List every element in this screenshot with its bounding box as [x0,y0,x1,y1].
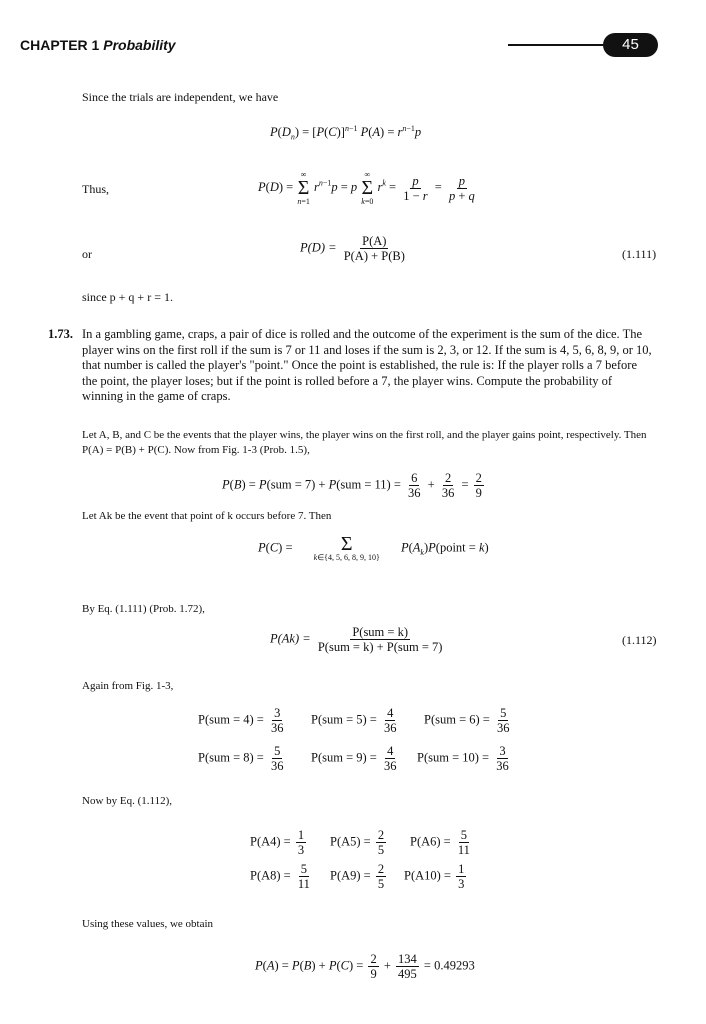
prev-intro: Since the trials are independent, we have [82,90,279,104]
ak-prob-10 [404,862,468,891]
solution-intro: Let A, B, and C be the events that the player wins, the player wins on the first roll, and the player gains point, respectively. Then P(A) = P(B) + P(C). Now from Fig. 1-3 (Prob. 1.5), [82,429,647,456]
sum-prob-8 [198,744,287,773]
ak-prob-num: 5 [460,828,467,842]
ak-prob-label: P(A4) = [250,834,291,849]
eq-1112-lhs: P(Ak) = [270,631,311,646]
prev-since: since p + q + r = 1. [82,290,173,304]
eq-pd: P(D) = ∞ Σ n=1 $r^{n-1}p = p$ ∞ Σ k=0 $r^k$ = $\frac{p}{1 - r}$ = $\frac{p}{p + q}$ [258,170,475,206]
sum-prob-den: 36 [496,759,509,773]
eq-final: P(A) = P(B) + P(C) = $\frac{2}{9}$ + $\frac{134}{495}$ = 0.49293 [255,952,475,981]
header-rule [508,44,608,46]
ak-prob-label: P(A9) = [330,868,371,883]
eq-1111 [300,234,409,263]
sum-prob-den: 36 [383,759,397,773]
eq-1111-lhs: P(D) = [300,240,337,255]
sum-prob-label: P(sum = 6) = [424,712,490,727]
eq-1111-num: P(A) [362,234,387,248]
ak-prob-4 [250,828,308,857]
ak-prob-den: 3 [297,843,305,857]
sum-prob-den: 36 [496,721,510,735]
problem-statement: In a gambling game, craps, a pair of dice is rolled and the outcome of the experiment is the sum of the dice. The player wins on the first roll if the sum is 7 or 11 and loses if the sum is 2, 3, or 12. If the sum is 4, 5, 6, 8, 9, or 10, that number is called the player's "point." Once the point is established, the rule is: If the player rolls a 7 before the point, the player loses; but if the point is rolled before a 7, the player wins. Compute the probability of winning in the game of craps. [82,327,652,403]
sum-prob-num: 3 [499,744,506,758]
sum-prob-num: 4 [387,744,394,758]
again: Again from Fig. 1-3, [82,680,174,692]
eq-1112-tag: (1.112) [622,633,657,647]
sum-prob-label: P(sum = 9) = [311,750,377,765]
eq-pc: P(C) = Σ k∈{4, 5, 6, 8, 9, 10} $P(A_k)P(point = k)$ [258,533,489,562]
sum-prob-10 [417,744,513,773]
eq-1111-den: P(A) + P(B) [343,249,405,263]
page-number: 45 [622,36,639,53]
page-number-badge [603,33,658,57]
by-eq: By Eq. (1.111) (Prob. 1.72), [82,603,205,615]
ak-prob-num: 2 [377,828,385,842]
ak-prob-9 [330,862,388,891]
sum-prob-label: P(sum = 4) = [198,712,264,727]
ak-prob-num: 1 [458,862,465,876]
ak-prob-den: 5 [377,843,385,857]
now-by: Now by Eq. (1.112), [82,795,173,807]
sum-prob-den: 36 [270,759,284,773]
sum-prob-num: 5 [274,744,281,758]
eq-1111-tag: (1.111) [622,247,657,261]
sum-prob-4 [198,706,287,735]
chapter-label: CHAPTER 1 [20,37,100,53]
sum-prob-num: 3 [274,706,281,720]
eq-1112-den: P(sum = k) + P(sum = 7) [317,640,443,654]
sum-prob-label: P(sum = 5) = [311,712,377,727]
chapter-header [20,37,176,54]
sum-prob-num: 5 [500,706,507,720]
problem-number: 1.73. [48,327,73,341]
eq-pdn: $P(D_n) = [P(C)]^{n-1}$ $P(A) = r^{n-1}p$ [270,124,422,142]
ak-prob-den: 5 [377,877,385,891]
sum-prob-num: 4 [387,706,394,720]
let-ak: Let Ak be the event that point of k occurs before 7. Then [82,510,332,522]
ak-prob-num: 5 [300,862,307,876]
chapter-title: Probability [103,37,176,53]
ak-prob-5 [330,828,388,857]
sum-prob-6 [424,706,513,735]
sum-prob-label: P(sum = 8) = [198,750,264,765]
ak-prob-den: 11 [457,843,470,857]
ak-prob-label: P(A10) = [404,868,451,883]
sum-prob-den: 36 [383,721,397,735]
ak-prob-den: 11 [297,877,310,891]
sum-prob-9 [311,744,400,773]
ak-prob-den: 3 [458,877,465,891]
prev-or: or [82,247,92,261]
ak-prob-label: P(A6) = [410,834,451,849]
sum-prob-den: 36 [270,721,284,735]
using-values: Using these values, we obtain [82,918,214,930]
ak-prob-label: P(A5) = [330,834,371,849]
ak-prob-label: P(A8) = [250,868,291,883]
ak-prob-num: 1 [297,828,305,842]
eq-pb: P(B) = P(sum = 7) + P(sum = 11) = $\frac{6}{36}$ + $\frac{2}{36}$ = $\frac{2}{9}$ [222,471,482,500]
ak-prob-num: 2 [377,862,385,876]
sum-prob-5 [311,706,400,735]
ak-prob-8 [250,862,314,891]
prev-thus: Thus, [82,182,109,196]
ak-prob-6 [410,828,474,857]
eq-1112 [270,625,446,654]
eq-1112-num: P(sum = k) [352,625,408,639]
sum-prob-label: P(sum = 10) = [417,750,490,765]
